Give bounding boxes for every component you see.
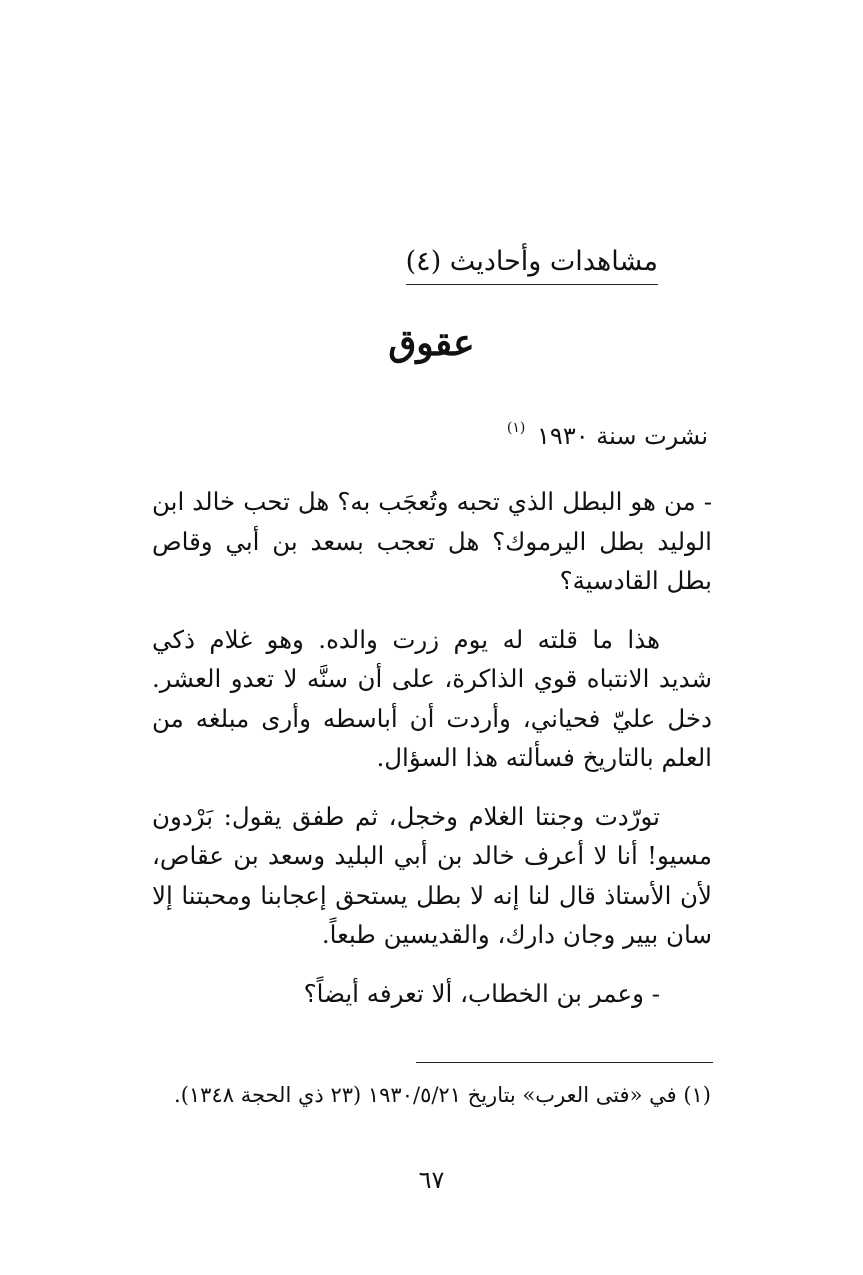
page-number: ٦٧ [418,1166,445,1194]
publication-line [507,410,708,454]
article-title: عقوق [388,322,475,364]
footnote-marker: (١) [506,420,526,436]
series-title: مشاهدات وأحاديث (٤) [406,245,658,285]
article-body [152,482,712,1032]
paragraph-4: - وعمر بن الخطاب، ألا تعرفه أيضاً؟ [303,978,660,1008]
publication-date: نشرت سنة ١٩٣٠ [537,422,708,450]
footnote: (١) في «فتى العرب» بتاريخ ١٩٣٠/٥/٢١ (٢٣ ذي الحجة ١٣٤٨). [174,1083,711,1107]
paragraph-3: تورّدت وجنتا الغلام وخجل، ثم طفق يقول: بَرْدون مسيو! أنا لا أعرف خالد بن أبي البليد وسعد بن عقاص، لأن الأستاذ قال لنا إنه لا بطل يستحق إعجابنا ومحبتنا إلا سان بيير وجان دارك، والقديسين طبعاً. [152,801,712,949]
paragraph-1: - من هو البطل الذي تحبه وتُعجَب به؟ هل تحب خالد ابن الوليد بطل اليرموك؟ هل تعجب بسعد بن أبي وقاص بطل القادسية؟ [152,487,712,595]
footnote-divider [416,1062,713,1063]
paragraph-2: هذا ما قلته له يوم زرت والده. وهو غلام ذكي شديد الانتباه قوي الذاكرة، على أن سنَّه لا تعدو العشر. دخل عليّ فحياني، وأردت أن أباسطه وأرى مبلغه من العلم بالتاريخ فسألته هذا السؤال. [152,624,712,772]
